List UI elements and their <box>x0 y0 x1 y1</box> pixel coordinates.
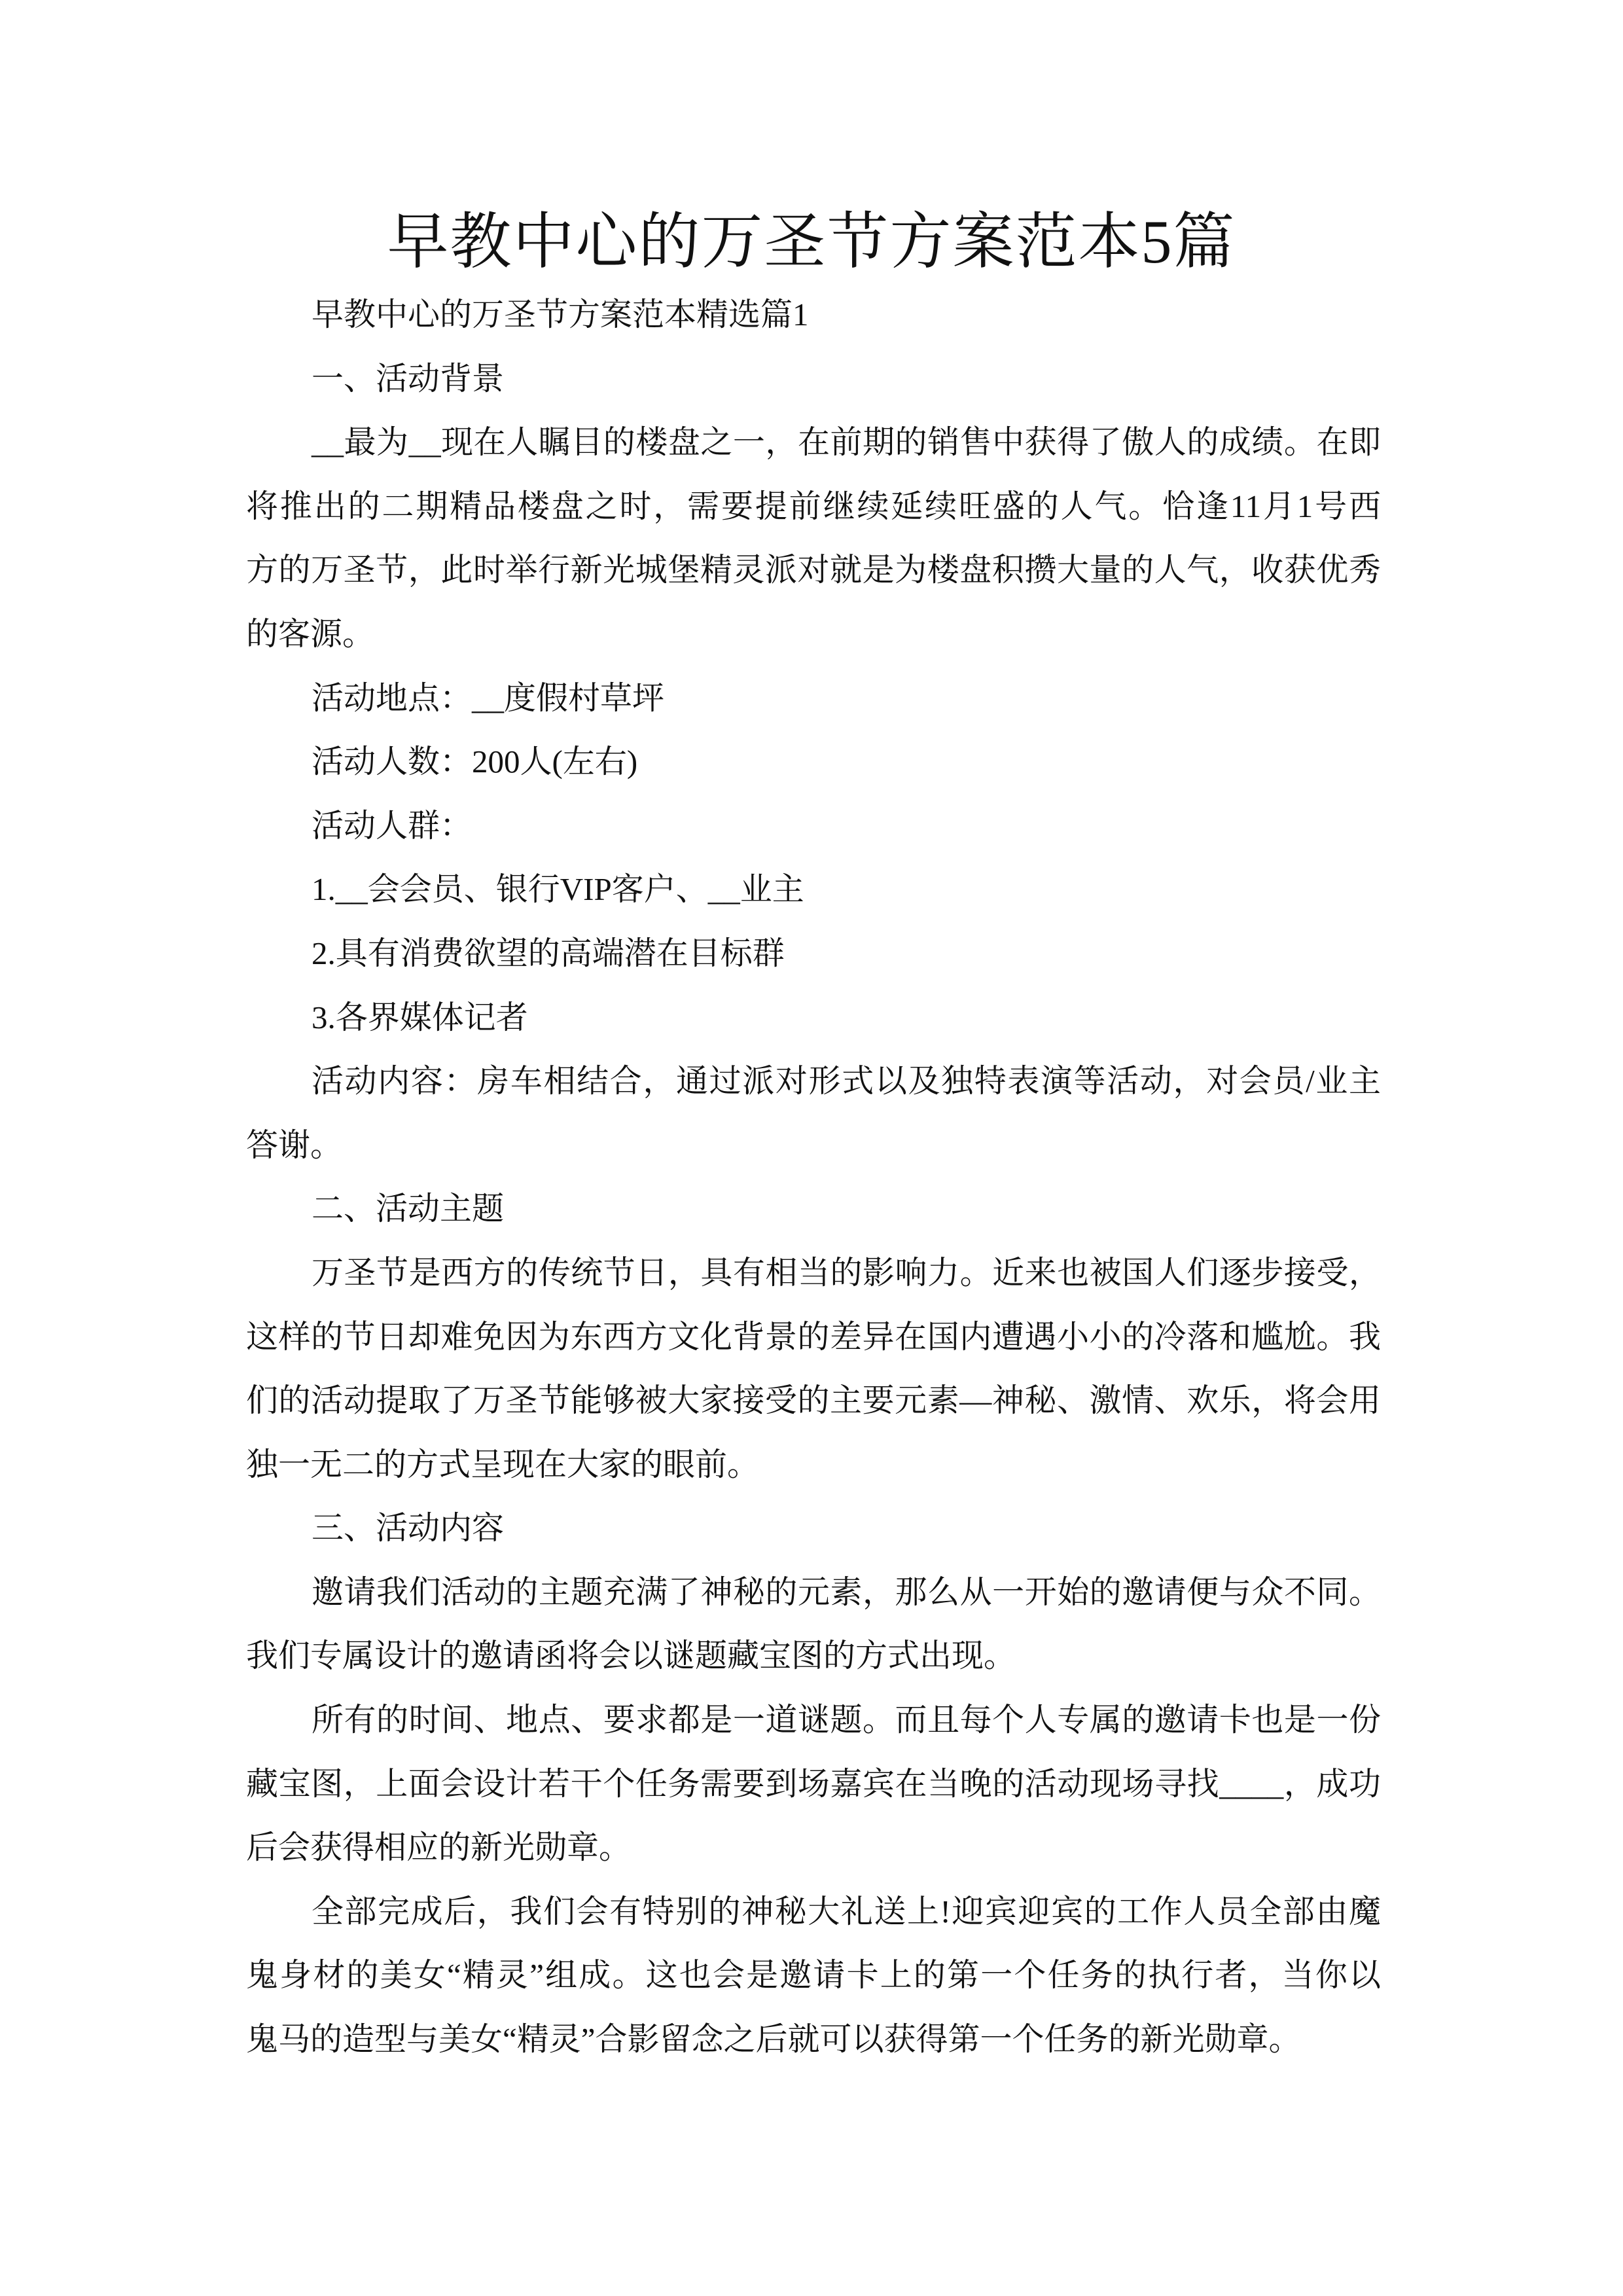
paragraph <box>246 1496 1381 1560</box>
text-line: 2.具有消费欲望的高端潜在目标群 <box>312 935 785 971</box>
text-line: 的客源。 <box>246 615 375 652</box>
text-line: 万圣节是西方的传统节日，具有相当的影响力。近来也被国人们逐步接受， <box>312 1254 1381 1291</box>
text-line: 活动人群： <box>312 807 473 844</box>
paragraph <box>246 794 1381 858</box>
paragraph <box>246 922 1381 986</box>
text-line: 活动地点：__度假村草坪 <box>312 679 665 716</box>
text-line: 藏宝图，上面会设计若干个任务需要到场嘉宾在当晚的活动现场寻找____，成功 <box>246 1765 1381 1802</box>
paragraph <box>246 666 1381 730</box>
text-line: 一、活动背景 <box>312 360 505 397</box>
text-line: 活动人数：200人(左右) <box>312 744 638 780</box>
text-line: 二、活动主题 <box>312 1191 505 1227</box>
paragraph <box>246 1177 1381 1241</box>
text-line: 这样的节日却难免因为东西方文化背景的差异在国内遭遇小小的冷落和尴尬。我 <box>246 1318 1381 1355</box>
text-line: 邀请我们活动的主题充满了神秘的元素，那么从一开始的邀请便与众不同。 <box>312 1573 1381 1610</box>
text-line: 答谢。 <box>246 1126 343 1163</box>
paragraph <box>246 986 1381 1050</box>
paragraph <box>246 1049 1381 1177</box>
text-line: 们的活动提取了万圣节能够被大家接受的主要元素—神秘、激情、欢乐，将会用 <box>246 1382 1381 1419</box>
text-line: 我们专属设计的邀请函将会以谜题藏宝图的方式出现。 <box>246 1638 1016 1674</box>
paragraph <box>246 1241 1381 1496</box>
paragraph <box>246 283 1381 347</box>
text-line: __最为__现在人瞩目的楼盘之一，在前期的销售中获得了傲人的成绩。在即 <box>312 424 1381 461</box>
text-line: 1.__会会员、银行VIP客户、__业主 <box>312 871 804 908</box>
document-body <box>246 283 1381 2072</box>
text-line: 早教中心的万圣节方案范本精选篇1 <box>312 296 809 332</box>
text-line: 所有的时间、地点、要求都是一道谜题。而且每个人专属的邀请卡也是一份 <box>312 1702 1381 1738</box>
text-line: 3.各界媒体记者 <box>312 999 528 1035</box>
text-line: 鬼身材的美女“精灵”组成。这也会是邀请卡上的第一个任务的执行者，当你以 <box>246 1957 1381 1994</box>
text-line: 全部完成后，我们会有特别的神秘大礼送上!迎宾迎宾的工作人员全部由魔 <box>312 1893 1381 1929</box>
paragraph <box>246 1688 1381 1880</box>
text-line: 后会获得相应的新光勋章。 <box>246 1829 632 1866</box>
text-line: 将推出的二期精品楼盘之时，需要提前继续延续旺盛的人气。恰逢11月1号西 <box>246 488 1381 524</box>
text-line: 鬼马的造型与美女“精灵”合影留念之后就可以获得第一个任务的新光勋章。 <box>246 2021 1301 2058</box>
text-line: 独一无二的方式呈现在大家的眼前。 <box>246 1446 760 1482</box>
text-line: 三、活动内容 <box>312 1510 505 1547</box>
paragraph <box>246 410 1381 666</box>
document-title: 早教中心的万圣节方案范本5篇 <box>387 208 1236 276</box>
paragraph <box>246 730 1381 794</box>
paragraph <box>246 347 1381 411</box>
paragraph <box>246 857 1381 922</box>
text-line: 方的万圣节，此时举行新光城堡精灵派对就是为楼盘积攒大量的人气，收获优秀 <box>246 552 1381 588</box>
paragraph <box>246 1560 1381 1688</box>
text-line: 活动内容：房车相结合，通过派对形式以及独特表演等活动，对会员/业主 <box>312 1063 1381 1100</box>
paragraph <box>246 1880 1381 2072</box>
